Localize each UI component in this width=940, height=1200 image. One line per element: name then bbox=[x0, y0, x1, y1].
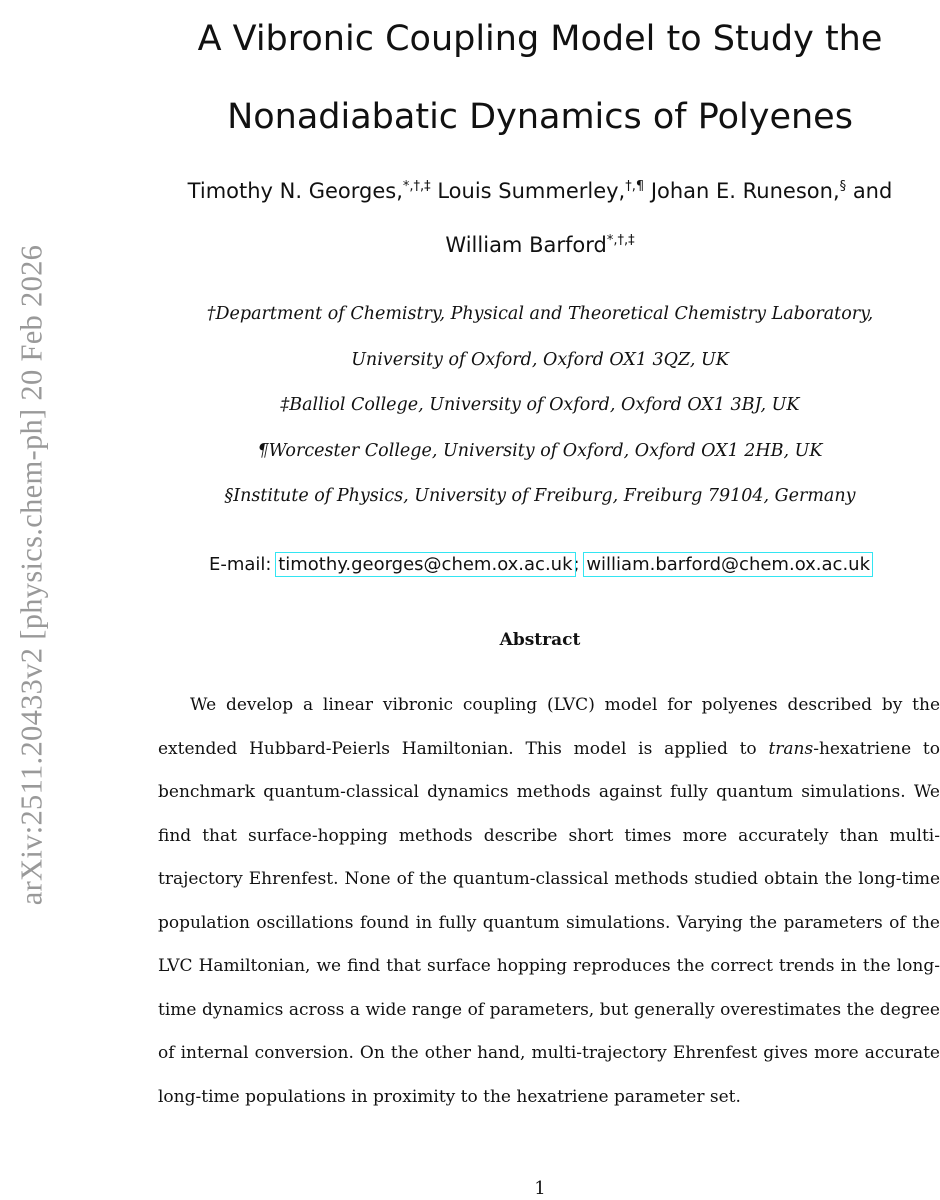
author-conjunction: and bbox=[852, 179, 893, 203]
affiliation-list bbox=[120, 292, 940, 520]
title-line-1: A Vibronic Coupling Model to Study the bbox=[197, 19, 883, 59]
author-affiliation-marks: § bbox=[839, 179, 847, 194]
author-affiliation-marks: *,†,‡ bbox=[606, 233, 635, 248]
abstract-body bbox=[158, 684, 940, 1119]
author-name: Louis Summerley, bbox=[437, 179, 626, 203]
author-name: William Barford bbox=[445, 233, 607, 257]
abstract-text-part-2: -hexatriene to benchmark quantum-classical dynamics methods against fully quantum simulations. We find that surface-hopping methods describe short times more accurately than multi-trajectory Ehrenfest. None of the quantum-classical methods studied obtain the long-time population oscillations found in fully quantum simulations. Varying the parameters of the LVC Hamiltonian, we find that surface hopping reproduces the correct trends in the long-time dynamics across a wide range of parameters, but generally overestimates the degree of internal conversion. On the other hand, multi-trajectory Ehrenfest gives more accurate long-time populations in proximity to the hexatriene parameter set. bbox=[158, 738, 940, 1107]
arxiv-sidebar bbox=[0, 0, 70, 1200]
affiliation-line: University of Oxford, Oxford OX1 3QZ, UK bbox=[351, 349, 729, 370]
affiliation-line: ¶Worcester College, University of Oxford, Oxford OX1 2HB, UK bbox=[257, 440, 823, 461]
author-name: Johan E. Runeson, bbox=[650, 179, 840, 203]
affiliation-line: §Institute of Physics, University of Freiburg, Freiburg 79104, Germany bbox=[224, 486, 856, 506]
affiliation-line: †Department of Chemistry, Physical and Theoretical Chemistry Laboratory, bbox=[206, 304, 874, 324]
author-affiliation-marks: *,†,‡ bbox=[402, 179, 431, 194]
affiliation-line: ‡Balliol College, University of Oxford, Oxford OX1 3BJ, UK bbox=[280, 395, 800, 415]
paper-title bbox=[120, 0, 940, 156]
title-line-2: Nonadiabatic Dynamics of Polyenes bbox=[227, 97, 853, 137]
email-line bbox=[120, 548, 940, 582]
email-separator: ; bbox=[573, 554, 580, 575]
author-affiliation-marks: †,¶ bbox=[625, 179, 645, 194]
email-label: E-mail: bbox=[208, 554, 272, 575]
email-link-georges[interactable]: timothy.georges@chem.ox.ac.uk bbox=[278, 554, 573, 575]
arxiv-identifier-stamp: arXiv:2511.20433v2 [physics.chem-ph] 20 Feb 2026 bbox=[14, 244, 49, 906]
abstract-text-part-1: We develop a linear vibronic coupling (LVC) model for polyenes described by the extended Hubbard-Peierls Hamiltonian. This model is applied to bbox=[158, 695, 940, 759]
page-number: 1 bbox=[534, 1178, 546, 1199]
abstract-italic-term: trans bbox=[768, 738, 814, 759]
author-list bbox=[120, 164, 940, 272]
author-name: Timothy N. Georges, bbox=[187, 179, 403, 203]
email-link-barford[interactable]: william.barford@chem.ox.ac.uk bbox=[586, 554, 871, 575]
abstract-heading: Abstract bbox=[499, 630, 581, 650]
